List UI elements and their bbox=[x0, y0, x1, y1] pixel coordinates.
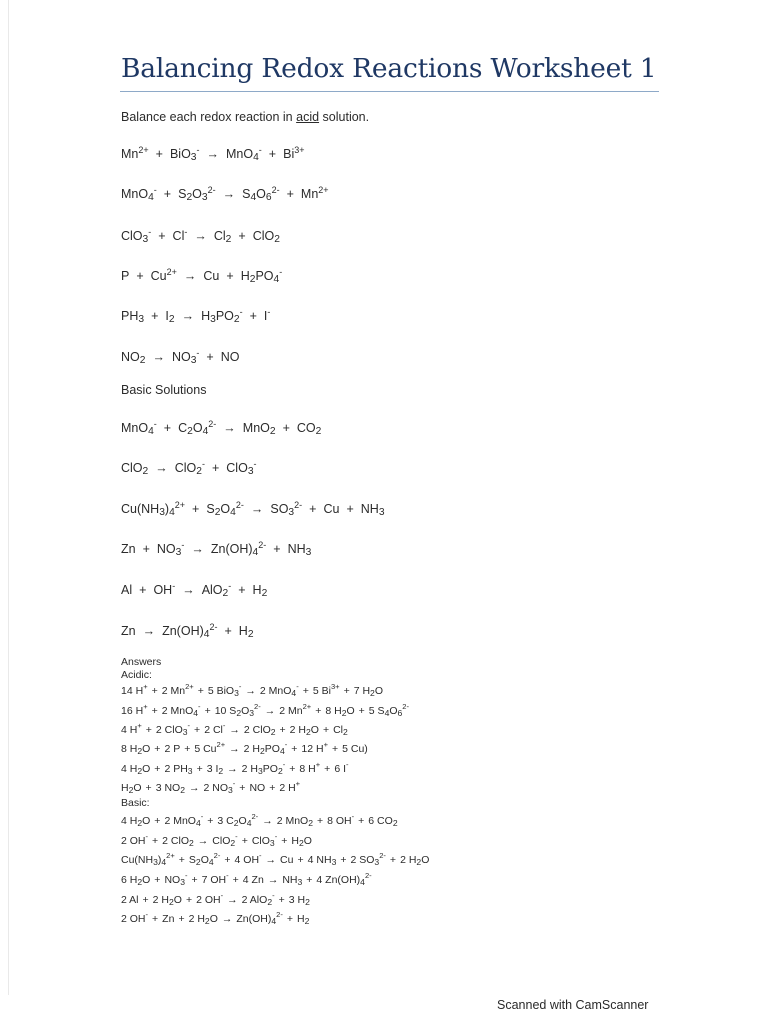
answer-5: 4 $H_2O + 2$ $PH_3 + 3$ $I_2 \to 2$ $H_3PO_2^- + 8$ H+ + 6 I- bbox=[121, 760, 349, 776]
problem-7: $MnO_4^- + C_2O_4^{2-} \to MnO_2 + CO_2$ bbox=[121, 419, 322, 437]
problem-11: $Al + OH^- \to AlO_2^- + H_2$ bbox=[121, 581, 268, 599]
answer-6: $H_2O + 3$ $NO_2 \to 2$ $NO_3^-$ + NO + 2 H+ bbox=[121, 779, 301, 795]
answer-3: 4 H+ + 2 ClO$_3$- + 2 Cl- → 2 ClO$_2$ + 2 $H_2O + Cl_2$ bbox=[121, 721, 348, 737]
problem-4: $P + Cu^{2+} \to Cu + H_2PO_4^-$ bbox=[121, 267, 283, 285]
problem-12: $Zn \to Zn(OH)_4^{2-} + H_2$ bbox=[121, 622, 254, 640]
camscanner-footer: Scanned with CamScanner bbox=[497, 998, 649, 1012]
answers-heading: Answers bbox=[121, 656, 162, 668]
answer-7: 4 $H_2O + 2$ MnO$_4$- + 3 $C_2O_4^{2-} \to 2$ MnO$_2$ + 8 OH- + 6 $CO_2$ bbox=[121, 812, 398, 828]
acid-underline: acid bbox=[296, 110, 320, 124]
answer-11: 2 Al + 2 $H_2O + 2$ OH- → 2 AlO$_2$- + 3 $H_2$ bbox=[121, 891, 310, 907]
answer-1: 14 H+ + 2 $Mn^{2+} + 5$ BiO$_3$- → 2 MnO$_4$- + 5 $Bi^{3+} + 7$ $H_2O$ bbox=[121, 682, 383, 698]
basic-solutions-heading: Basic Solutions bbox=[121, 383, 207, 397]
answers-acidic-label: Acidic: bbox=[121, 669, 152, 681]
answer-10: 6 $H_2O + NO_3^- + 7$ OH- + 4 $Zn \to NH_3 + 4$ $Zn(OH)_4^{2-}$ bbox=[121, 871, 372, 887]
page-edge bbox=[8, 0, 9, 995]
title-underline bbox=[120, 91, 659, 92]
problem-8: ClO$_2$ → ClO$_2$- + ClO$_3$- bbox=[121, 459, 257, 477]
problem-3: $ClO_3^- + Cl^- \to Cl_2 + ClO_2$ bbox=[121, 227, 280, 245]
instruction-text: Balance each redox reaction in acid solution. bbox=[121, 110, 370, 124]
answer-12: 2 OH- + Zn + 2 $H_2O \to Zn(OH)_4^{2-} + H_2$ bbox=[121, 910, 310, 926]
problem-1: $Mn^{2+} + BiO_3^- \to MnO_4^- + Bi^{3+}$ bbox=[121, 145, 305, 163]
problem-5: $PH_3 + I_2 \to H_3PO_2^- + I^-$ bbox=[121, 307, 271, 325]
worksheet-title: Balancing Redox Reactions Worksheet 1 bbox=[121, 53, 657, 84]
answer-2: 16 H+ + 2 MnO$_4$- + 10 $S_2O_3^{2-} \to 2$ $Mn^{2+} + 8$ $H_2O + 5$ $S_4O_6^{2-}$ bbox=[121, 702, 410, 718]
answers-basic-label: Basic: bbox=[121, 797, 150, 809]
problem-6: $NO_2 \to NO_3^-$ + NO bbox=[121, 348, 240, 366]
problem-10: $Zn + NO_3^- \to Zn(OH)_4^{2-} + NH_3$ bbox=[121, 540, 312, 558]
answer-4: 8 $H_2O + 2$ P + 5 $Cu^{2+} \to 2$ $H_2PO_4^- + 12$ H+ + 5 Cu) bbox=[121, 740, 368, 756]
answer-8: 2 OH- + 2 $ClO_2 \to ClO_2^- + ClO_3^- + H_2O$ bbox=[121, 832, 312, 848]
problem-2: $MnO_4^- + S_2O_3^{2-} \to S_4O_6^{2-} + Mn^{2+}$ bbox=[121, 185, 329, 203]
answer-9: $Cu(NH_3)_4^{2+} + S_2O_4^{2-} + 4$ OH- → Cu + 4 $NH_3 + 2$ $SO_3^{2-} + 2$ $H_2O$ bbox=[121, 851, 430, 867]
problem-9: $Cu(NH_3)_4^{2+} + S_2O_4^{2-} \to SO_3^{2-} + Cu + NH_3$ bbox=[121, 500, 385, 518]
